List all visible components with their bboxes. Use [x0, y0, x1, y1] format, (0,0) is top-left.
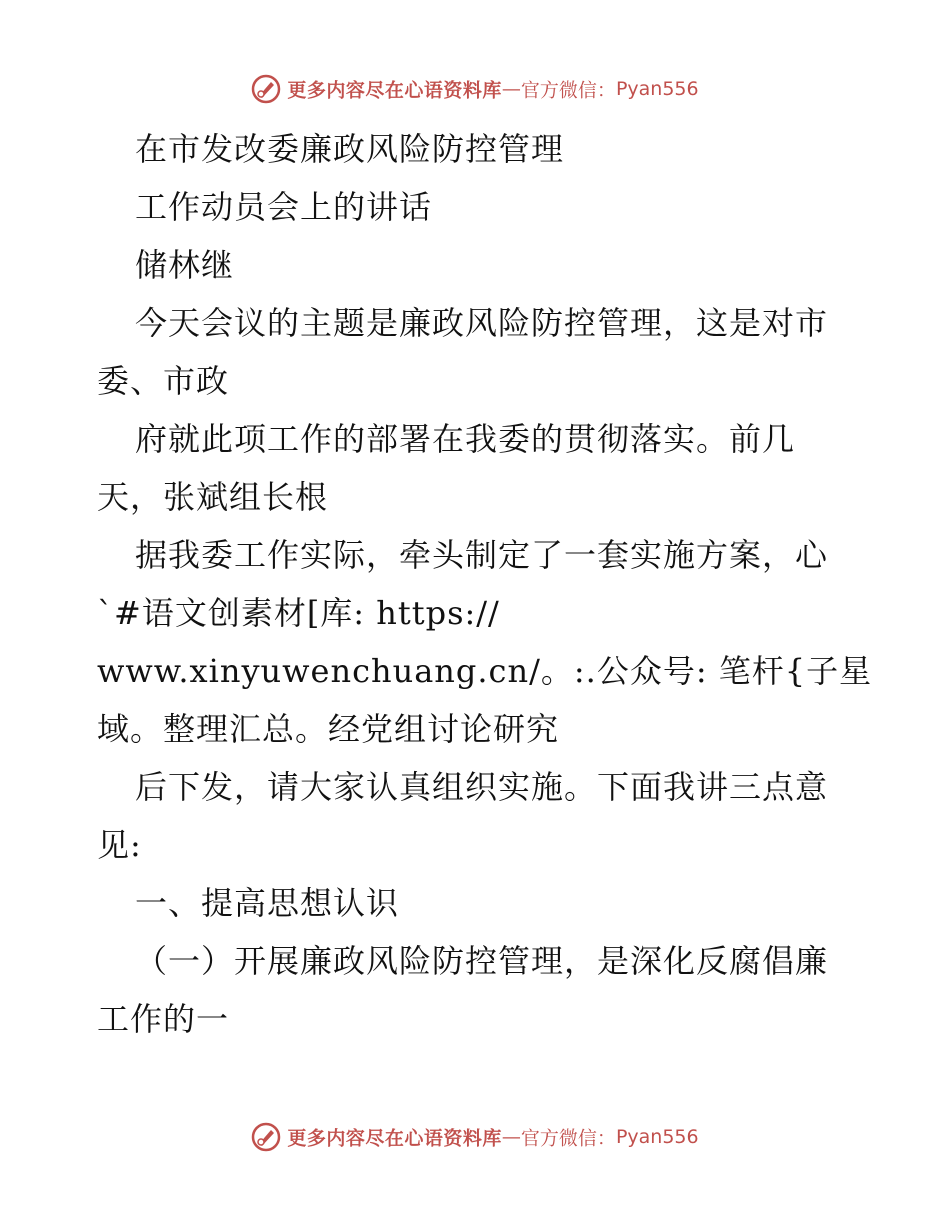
paragraph-line: 据我委工作实际，牵头制定了一套实施方案，心 [135, 536, 829, 574]
banner-wechat-id: Pyan556 [615, 78, 699, 100]
paragraph-line: 见: [97, 826, 142, 864]
quill-logo-icon [251, 74, 281, 104]
banner-wechat-id: Pyan556 [615, 1126, 699, 1148]
banner-separator: — [501, 1126, 521, 1148]
paragraph-line: 工作的一 [97, 1000, 230, 1038]
paragraph-line: （一）开展廉政风险防控管理，是深化反腐倡廉 [135, 942, 829, 980]
title-line-1: 在市发改委廉政风险防控管理 [135, 130, 565, 168]
header-watermark-banner [0, 74, 950, 104]
paragraph-line: www.xinyuwenchuang.cn/。:.公众号: 笔杆{子星 [97, 652, 873, 690]
banner-separator: — [501, 78, 521, 100]
author-line: 储林继 [135, 246, 235, 284]
paragraph-line: 域。整理汇总。经党组讨论研究 [97, 710, 560, 748]
banner-text: 更多内容尽在心语资料库 [287, 1127, 502, 1150]
banner-wechat-label: 官方微信： [520, 1127, 616, 1150]
title-line-2: 工作动员会上的讲话 [135, 188, 433, 226]
paragraph-line: 委、市政 [97, 362, 230, 400]
paragraph-line: `#语文创素材[库: https:// [97, 594, 500, 632]
paragraph-line: 府就此项工作的部署在我委的贯彻落实。前几 [135, 420, 796, 458]
footer-watermark-banner [0, 1122, 950, 1152]
quill-logo-icon [251, 1122, 281, 1152]
section-heading: 一、提高思想认识 [135, 884, 400, 922]
banner-wechat-label: 官方微信： [520, 79, 616, 102]
paragraph-line: 今天会议的主题是廉政风险防控管理，这是对市 [135, 304, 829, 342]
banner-text: 更多内容尽在心语资料库 [287, 79, 502, 102]
paragraph-line: 天，张斌组长根 [97, 478, 329, 516]
paragraph-line: 后下发，请大家认真组织实施。下面我讲三点意 [135, 768, 829, 806]
document-body [97, 120, 873, 1048]
